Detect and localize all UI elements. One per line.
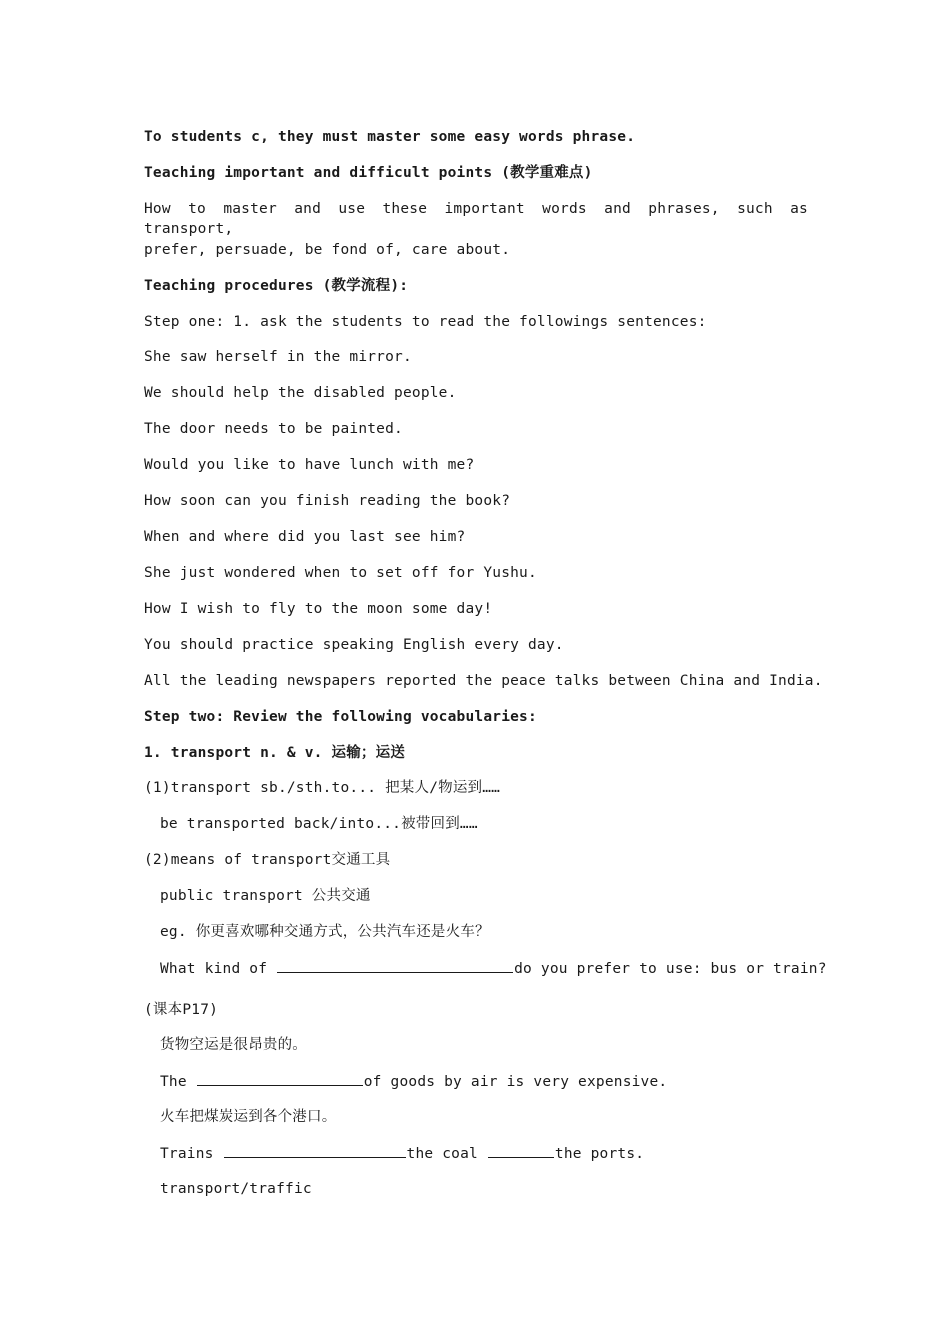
- example-prompt: eg. 你更喜欢哪种交通方式，公共汽车还是火车？: [160, 924, 490, 940]
- comparison-item: transport/traffic: [160, 1181, 312, 1197]
- exercise-text: Trains: [160, 1146, 223, 1162]
- vocab-usage-2: (2)means of transport交通工具: [144, 852, 391, 868]
- sentence-9: You should practice speaking English every day.: [144, 637, 564, 653]
- step-two-heading: Step two: Review the following vocabularies:: [144, 709, 537, 725]
- exercise-text: do you prefer to use: bus or train?: [514, 961, 827, 977]
- answer-blank[interactable]: [224, 1143, 406, 1158]
- exercise-text: of goods by air is very expensive.: [363, 1074, 668, 1090]
- key-points-text-1: How to master and use these important words and phrases, such as transport,: [144, 201, 808, 237]
- sentence-8: How I wish to fly to the moon some day!: [144, 601, 493, 617]
- answer-blank[interactable]: [277, 958, 513, 973]
- objective-line: To students c, they must master some easy words phrase.: [144, 129, 636, 145]
- exercise-line-1: [160, 958, 827, 979]
- answer-blank[interactable]: [488, 1143, 554, 1158]
- section-heading-procedures: Teaching procedures (教学流程):: [144, 278, 409, 294]
- sentence-7: She just wondered when to set off for Yushu.: [144, 565, 537, 581]
- sentence-1: She saw herself in the mirror.: [144, 349, 412, 365]
- sentence-4: Would you like to have lunch with me?: [144, 457, 475, 473]
- step-one-instruction: Step one: 1. ask the students to read the followings sentences:: [144, 314, 707, 330]
- exercise-text: the ports.: [554, 1146, 645, 1162]
- vocab-usage-2b: public transport 公共交通: [160, 888, 371, 904]
- vocab-usage-1b: be transported back/into...被带回到……: [160, 816, 478, 832]
- key-points-text-2: prefer, persuade, be fond of, care about.: [144, 242, 511, 258]
- exercise-text: What kind of: [160, 961, 277, 977]
- exercise-text: The: [160, 1074, 196, 1090]
- vocab-usage-1: (1)transport sb./sth.to... 把某人/物运到……: [144, 780, 501, 796]
- sentence-6: When and where did you last see him?: [144, 529, 466, 545]
- sentence-10: All the leading newspapers reported the peace talks between China and India.: [144, 673, 823, 689]
- answer-blank[interactable]: [197, 1071, 363, 1086]
- textbook-reference: (课本P17): [144, 1002, 219, 1018]
- section-heading-key-points: Teaching important and difficult points (教学重难点): [144, 165, 593, 181]
- vocab-item-transport: 1. transport n. & v. 运输；运送: [144, 745, 406, 761]
- exercise-line-3: [160, 1143, 644, 1164]
- exercise-line-2: [160, 1071, 667, 1092]
- sentence-3: The door needs to be painted.: [144, 421, 403, 437]
- example-prompt-3: 火车把煤炭运到各个港口。: [160, 1109, 337, 1125]
- exercise-text: the coal: [406, 1146, 487, 1162]
- example-prompt-2: 货物空运是很昂贵的。: [160, 1037, 307, 1053]
- sentence-2: We should help the disabled people.: [144, 385, 457, 401]
- sentence-5: How soon can you finish reading the book?: [144, 493, 511, 509]
